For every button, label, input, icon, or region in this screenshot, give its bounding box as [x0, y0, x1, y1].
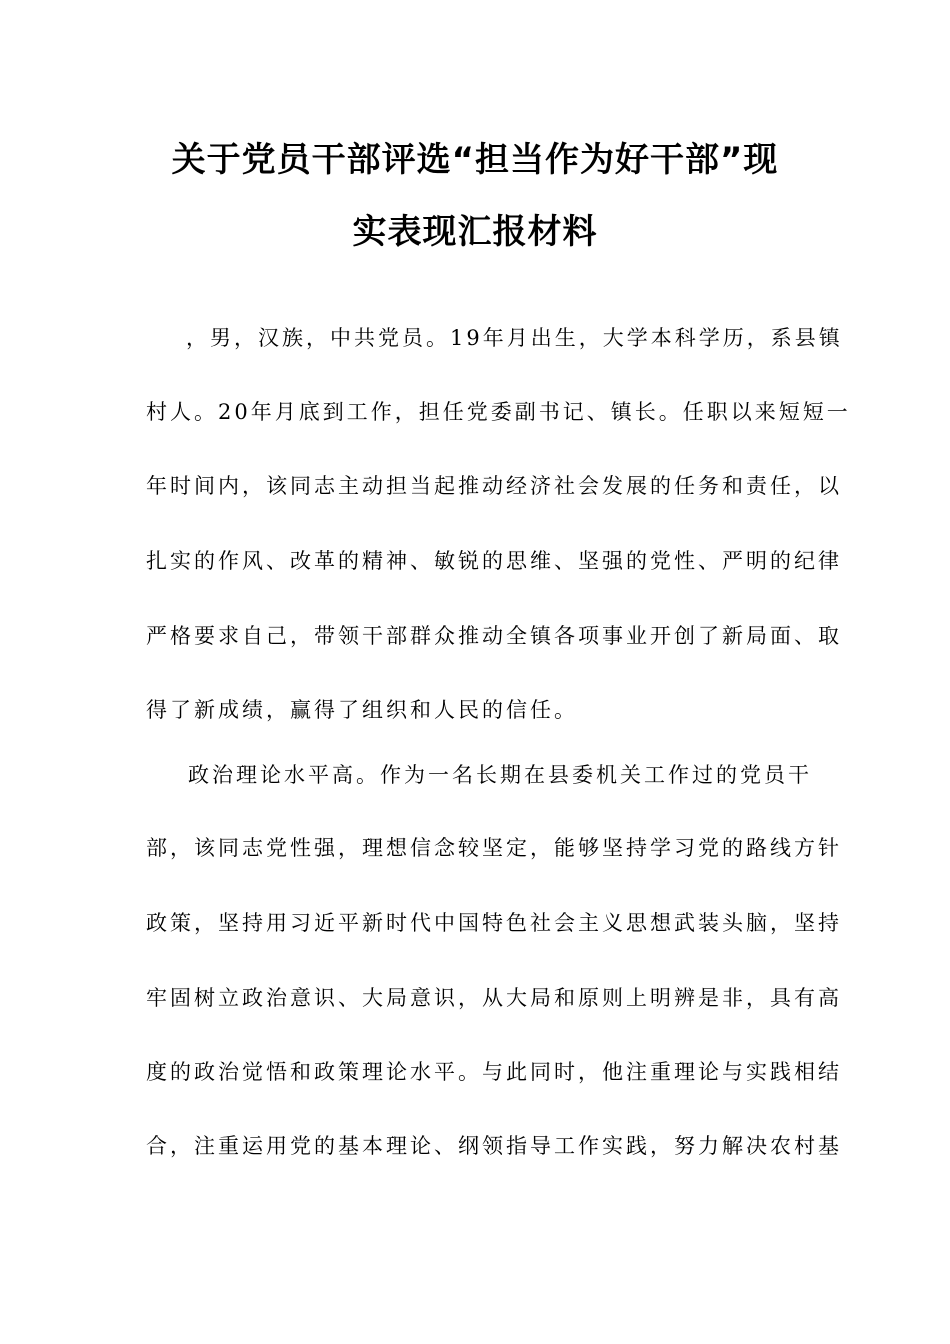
body-line-3: 年时间内，该同志主动担当起推动经济社会发展的任务和责任，以: [146, 474, 842, 498]
body-line-2: 村人。20年月底到工作，担任党委副书记、镇长。任职以来短短一: [146, 400, 851, 424]
body-line-6: 得了新成绩，赢得了组织和人民的信任。: [146, 698, 578, 722]
body-line-10: 牢固树立政治意识、大局意识，从大局和原则上明辨是非，具有高: [146, 986, 842, 1010]
body-line-1: ，男，汉族，中共党员。19年月出生，大学本科学历，系县镇: [186, 326, 843, 350]
body-line-4: 扎实的作风、改革的精神、敏锐的思维、坚强的党性、严明的纪律: [146, 549, 842, 573]
body-line-8: 部，该同志党性强，理想信念较坚定，能够坚持学习党的路线方针: [146, 836, 842, 860]
body-line-11: 度的政治觉悟和政策理论水平。与此同时，他注重理论与实践相结: [146, 1060, 842, 1084]
document-title-line-1: 关于党员干部评选“担当作为好干部”现: [171, 140, 779, 180]
body-line-5: 严格要求自己，带领干部群众推动全镇各项事业开创了新局面、取: [146, 624, 842, 648]
body-line-12: 合，注重运用党的基本理论、纲领指导工作实践，努力解决农村基: [146, 1134, 842, 1158]
document-title-line-2: 实表现汇报材料: [352, 212, 598, 252]
body-line-7: 政治理论水平高。作为一名长期在县委机关工作过的党员干: [188, 763, 812, 787]
body-line-9: 政策，坚持用习近平新时代中国特色社会主义思想武装头脑，坚持: [146, 911, 842, 935]
